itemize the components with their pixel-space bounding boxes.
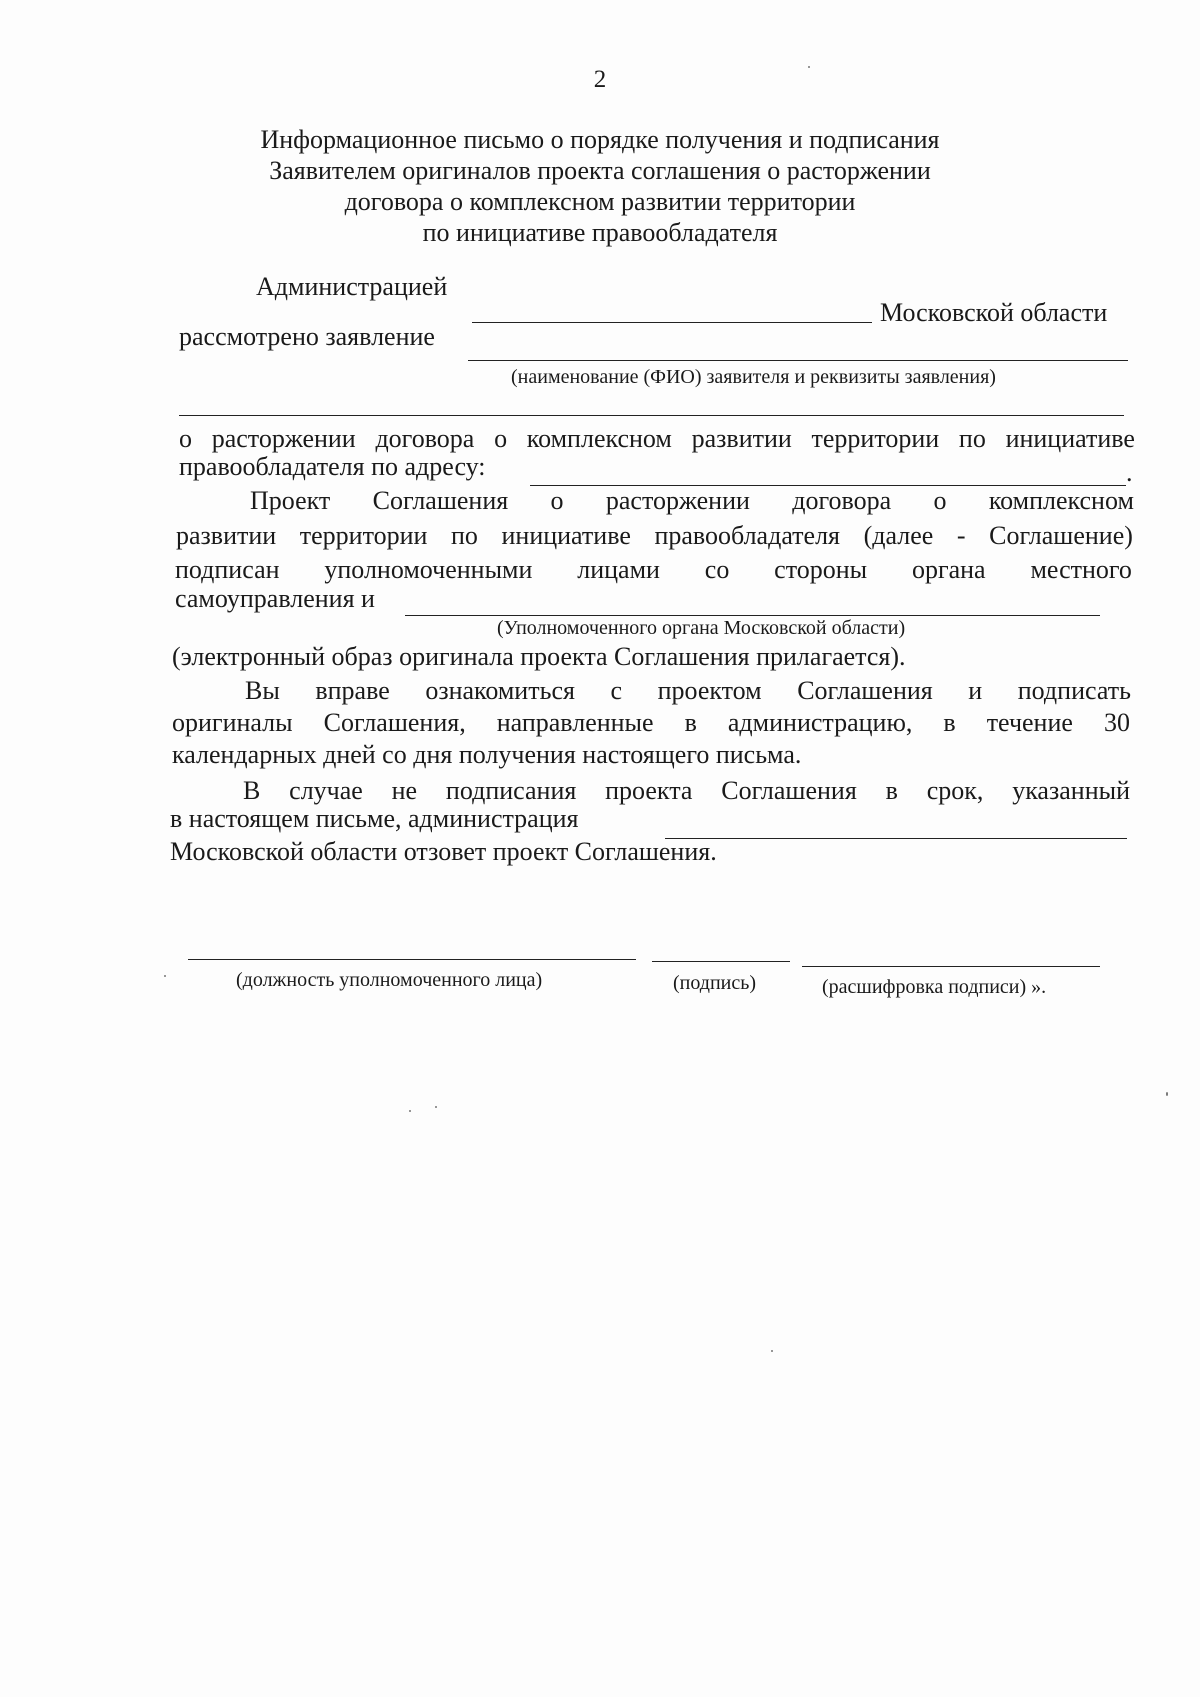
word: по — [958, 424, 986, 453]
word: уполномоченными — [324, 555, 533, 584]
word: проекта — [605, 776, 693, 805]
word: комплексном — [988, 486, 1134, 515]
word: договора — [792, 486, 892, 515]
word: ознакомиться — [425, 676, 575, 705]
para4-line-2: в настоящем письме, администрация — [170, 804, 579, 833]
word: указанный — [1012, 776, 1130, 805]
address-period: . — [1126, 458, 1133, 487]
signature-line[interactable] — [652, 961, 790, 962]
word: Вы — [245, 676, 280, 705]
scan-speck — [435, 1106, 437, 1108]
para1-line-1 — [179, 424, 1135, 454]
administration-name-blank[interactable] — [472, 322, 872, 323]
word: 30 — [1103, 708, 1130, 737]
word: Соглашение) — [989, 521, 1133, 550]
word: органа — [911, 555, 986, 584]
word: Соглашения, — [323, 708, 466, 737]
word: в — [684, 708, 697, 737]
word: подписан — [175, 555, 280, 584]
applicant-blank-continuation[interactable] — [179, 415, 1124, 416]
para2-line-3 — [175, 555, 1132, 585]
scan-speck — [808, 66, 810, 68]
region-label: Московской области — [880, 298, 1108, 327]
word: - — [956, 521, 966, 550]
word: инициативе — [501, 521, 631, 550]
para3-line-1 — [245, 676, 1131, 706]
decoding-caption: (расшифровка подписи) ». — [822, 976, 1047, 998]
word: территории — [811, 424, 940, 453]
position-signature-line[interactable] — [188, 959, 636, 960]
word: развитии — [691, 424, 792, 453]
applicant-caption: (наименование (ФИО) заявителя и реквизиты заявления) — [511, 366, 996, 388]
word: местного — [1030, 555, 1132, 584]
word: стороны — [774, 555, 868, 584]
applicant-blank[interactable] — [468, 360, 1128, 361]
word: о — [179, 424, 192, 453]
word: расторжении — [605, 486, 750, 515]
word: развитии — [176, 521, 277, 550]
word: о — [933, 486, 947, 515]
word: Соглашения — [797, 676, 933, 705]
title-line-4: по инициативе правообладателя — [422, 218, 778, 247]
word: (далее — [863, 521, 934, 550]
scan-speck — [771, 1350, 773, 1352]
word: инициативе — [1005, 424, 1135, 453]
para2-line-5: (электронный образ оригинала проекта Соглашения прилагается). — [172, 642, 906, 671]
para3-line-3: календарных дней со дня получения настоящего письма. — [172, 740, 802, 769]
scan-speck — [1166, 1092, 1168, 1096]
word: Соглашения — [721, 776, 857, 805]
para2-line-4: самоуправления и — [175, 584, 375, 613]
word: В — [243, 776, 261, 805]
word: о — [550, 486, 564, 515]
para2-line-2 — [176, 521, 1133, 551]
word: проектом — [657, 676, 762, 705]
word: случае — [289, 776, 363, 805]
word: в — [885, 776, 898, 805]
word: Проект — [250, 486, 331, 515]
word: расторжении — [211, 424, 356, 453]
word: территории — [299, 521, 428, 550]
page-number: 2 — [593, 66, 607, 93]
word: в — [943, 708, 956, 737]
word: комплексном — [526, 424, 672, 453]
word: Соглашения — [372, 486, 509, 515]
word: вправе — [315, 676, 390, 705]
word: не — [391, 776, 418, 805]
word: со — [704, 555, 730, 584]
word: договора — [375, 424, 475, 453]
para3-line-2 — [172, 708, 1130, 738]
word: направленные — [496, 708, 654, 737]
word: о — [494, 424, 508, 453]
word: правообладателя — [654, 521, 841, 550]
reviewed-label: рассмотрено заявление — [179, 322, 435, 351]
word: администрацию, — [727, 708, 913, 737]
word: с — [610, 676, 623, 705]
para1-line-2: правообладателя по адресу: — [179, 452, 486, 481]
para2-line-1 — [250, 486, 1134, 516]
word: срок, — [926, 776, 984, 805]
word: лицами — [577, 555, 660, 584]
word: оригиналы — [172, 708, 293, 737]
title-line-3: договора о комплексном развитии территории — [344, 187, 856, 216]
authority-caption: (Уполномоченного органа Московской области) — [497, 617, 906, 639]
title-line-2: Заявителем оригиналов проекта соглашения о расторжении — [269, 156, 931, 185]
position-caption: (должность уполномоченного лица) — [236, 969, 543, 991]
word: подписания — [445, 776, 577, 805]
word: и — [968, 676, 983, 705]
scan-speck — [164, 975, 166, 977]
para4-line-1 — [243, 776, 1130, 806]
para4-line-3: Московской области отзовет проект Соглашения. — [170, 837, 717, 866]
signature-caption: (подпись) — [673, 972, 757, 994]
administration-blank-2[interactable] — [665, 838, 1127, 839]
word: течение — [986, 708, 1073, 737]
decoding-signature-line[interactable] — [802, 966, 1100, 967]
document-title — [0, 124, 1200, 248]
word: по — [451, 521, 478, 550]
word: подписать — [1017, 676, 1131, 705]
title-line-1: Информационное письмо о порядке получения и подписания — [260, 125, 940, 154]
scan-speck — [409, 1110, 411, 1112]
administration-label: Администрацией — [256, 272, 448, 301]
